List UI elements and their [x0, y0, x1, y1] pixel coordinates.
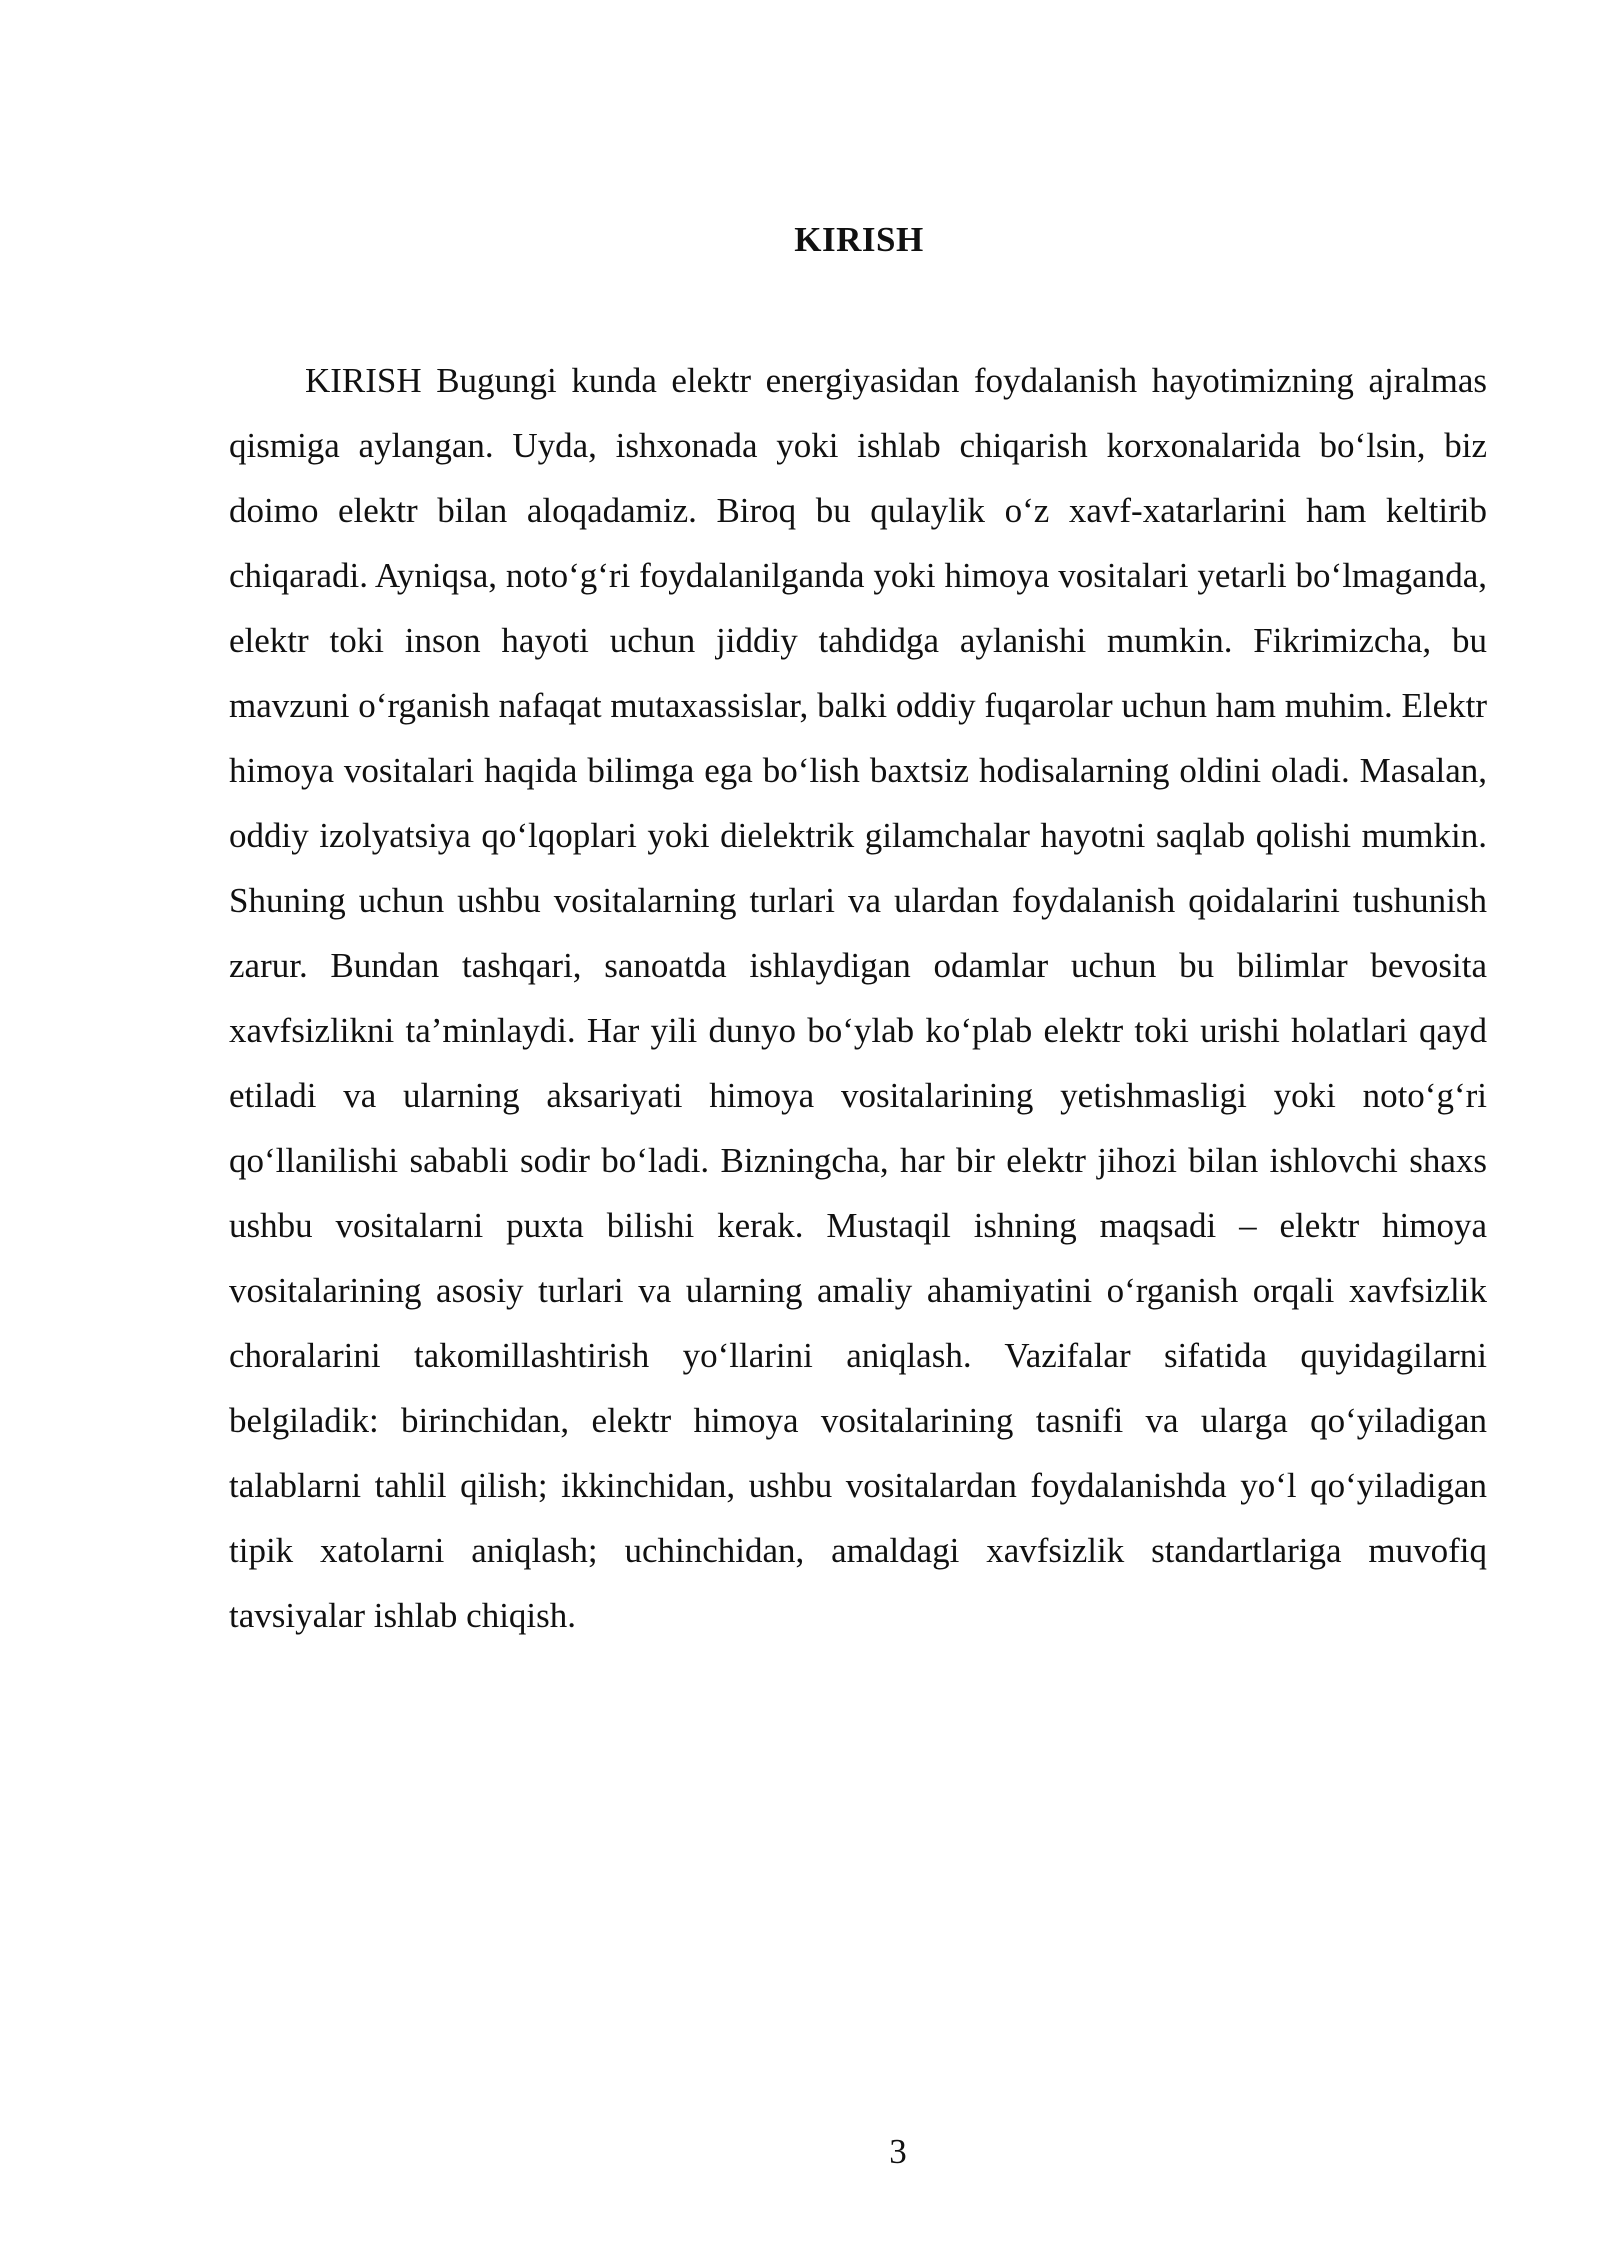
page-number: 3: [889, 2132, 907, 2171]
body-paragraph: KIRISH Bugungi kunda elektr energiyasidan foydalanish hayotimizning ajralmas qismiga aylangan. Uyda, ishxonada yoki ishlab chiqarish korxonalarida bo‘lsin, biz doimo elektr bilan aloqadamiz. Biroq bu qulaylik o‘z xavf-xatarlarini ham keltirib chiqaradi. Ayniqsa, noto‘g‘ri foydalanilganda yoki himoya vositalari yetarli bo‘lmaganda, elektr toki inson hayoti uchun jiddiy tahdidga aylanishi mumkin. Fikrimizcha, bu mavzuni o‘rganish nafaqat mutaxassislar, balki oddiy fuqarolar uchun ham muhim. Elektr himoya vositalari haqida bilimga ega bo‘lish baxtsiz hodisalarning oldini oladi. Masalan, oddiy izolyatsiya qo‘lqoplari yoki dielektrik gilamchalar hayotni saqlab qolishi mumkin. Shuning uchun ushbu vositalarning turlari va ulardan foydalanish qoidalarini tushunish zarur. Bundan tashqari, sanoatda ishlaydigan odamlar uchun bu bilimlar bevosita xavfsizlikni ta’minlaydi. Har yili dunyo bo‘ylab ko‘plab elektr toki urishi holatlari qayd etiladi va ularning aksariyati himoya vositalarining yetishmasligi yoki noto‘g‘ri qo‘llanilishi sababli sodir bo‘ladi. Bizningcha, har bir elektr jihozi bilan ishlovchi shaxs ushbu vositalarni puxta bilishi kerak. Mustaqil ishning maqsadi – elektr himoya vositalarining asosiy turlari va ularning amaliy ahamiyatini o‘rganish orqali xavfsizlik choralarini takomillashtirish yo‘llarini aniqlash. Vazifalar sifatida quyidagilarni belgiladik: birinchidan, elektr himoya vositalarining tasnifi va ularga qo‘yiladigan talablarni tahlil qilish; ikkinchidan, ushbu vositalardan foydalanishda yo‘l qo‘yiladigan tipik xatolarni aniqlash; uchinchidan, amaldagi xavfsizlik standartlariga muvofiq tavsiyalar ishlab chiqish.: [229, 361, 1487, 1635]
section-heading: KIRISH: [794, 220, 924, 259]
